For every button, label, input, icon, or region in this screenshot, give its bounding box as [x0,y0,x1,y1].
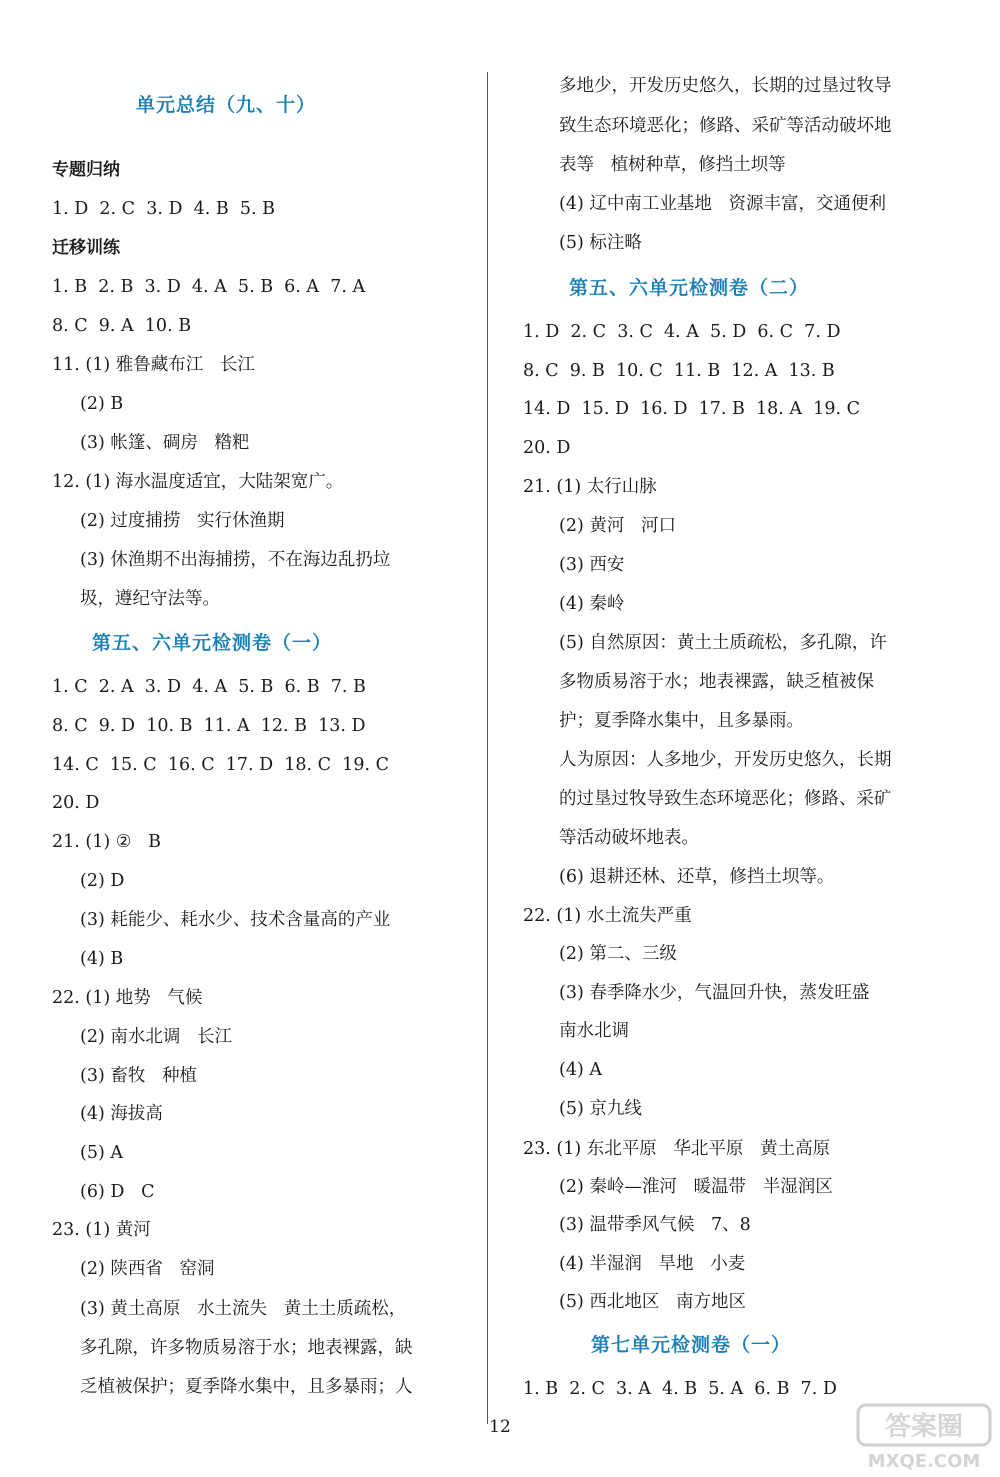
answer-line: 多物质易溶于水；地表裸露，缺乏植被保 [559,672,874,692]
answer-line: 21. (1) ② B [52,832,161,852]
answer-line: 8. C 9. A 10. B [52,316,192,336]
answer-line: (3) 耗能少、耗水少、技术含量高的产业 [80,910,391,930]
answer-line: (4) 秦岭 [559,594,625,614]
subheading-topic-summary: 专题归纳 [52,160,120,180]
watermark-text-top: 答案圈 [884,1412,964,1442]
answer-line: (6) D C [80,1182,155,1202]
watermark-logo [854,1401,994,1473]
answer-line: (2) B [80,394,124,414]
answer-line: (4) B [80,949,124,969]
answer-line: (3) 春季降水少，气温回升快，蒸发旺盛 [559,983,870,1003]
answer-line: 1. B 2. B 3. D 4. A 5. B 6. A 7. A [52,277,366,297]
answer-line: 23. (1) 东北平原 华北平原 黄土高原 [523,1139,831,1159]
answer-line: 1. D 2. C 3. D 4. B 5. B [52,199,275,219]
answer-line: 12. (1) 海水温度适宜，大陆架宽广。 [52,472,344,492]
answer-line: 21. (1) 太行山脉 [523,477,657,497]
section-title-unit-summary: 单元总结（九、十） [136,94,317,116]
page-number: 12 [489,1417,511,1437]
section-title-unit56-test1: 第五、六单元检测卷（一） [92,632,333,654]
answer-line: (4) 海拔高 [80,1104,163,1124]
section-title-unit56-test2: 第五、六单元检测卷（二） [569,277,810,299]
answer-line: (3) 休渔期不出海捕捞，不在海边乱扔垃 [80,550,391,570]
answer-line: 南水北调 [559,1021,629,1041]
answer-line: 乏植被保护；夏季降水集中，且多暴雨；人 [80,1377,413,1397]
answer-line: (5) 自然原因：黄土土质疏松，多孔隙，许 [559,633,887,653]
answer-line: (6) 退耕还林、还草，修挡土坝等。 [559,867,835,887]
answer-line: (5) 西北地区 南方地区 [559,1292,747,1312]
answer-line: 8. C 9. D 10. B 11. A 12. B 13. D [52,716,366,736]
answer-line: 8. C 9. B 10. C 11. B 12. A 13. B [523,361,835,381]
answer-line: 20. D [523,438,571,458]
answer-line: 14. D 15. D 16. D 17. B 18. A 19. C [523,399,860,419]
answer-line: (5) 标注略 [559,233,642,253]
answer-line: 23. (1) 黄河 [52,1220,151,1240]
answer-line: 22. (1) 地势 气候 [52,988,203,1008]
answer-line: (3) 黄土高原 水土流失 黄土土质疏松， [80,1299,407,1319]
watermark-text-bottom: MXQE.COM [867,1451,981,1472]
answer-line: (5) 京九线 [559,1099,642,1119]
answer-line: (4) 辽中南工业基地 资源丰富，交通便利 [559,194,887,214]
answer-line: (2) 秦岭—淮河 暖温带 半湿润区 [559,1177,833,1197]
section-title-unit7-test1: 第七单元检测卷（一） [591,1334,792,1356]
answer-line: (3) 帐篷、碉房 糌粑 [80,433,250,453]
answer-line: 多地少，开发历史悠久，长期的过垦过牧导 [559,76,892,96]
answer-line: 等活动破坏地表。 [559,828,699,848]
answer-line: (2) 第二、三级 [559,944,677,964]
answer-line: (4) 半湿润 旱地 小麦 [559,1254,746,1274]
answer-line: 多孔隙，许多物质易溶于水；地表裸露，缺 [80,1338,413,1358]
answer-line: 1. D 2. C 3. C 4. A 5. D 6. C 7. D [523,322,841,342]
answer-line: (2) 黄河 河口 [559,516,677,536]
subheading-transfer-training: 迁移训练 [52,238,120,258]
answer-line: (5) A [80,1143,123,1163]
answer-line: 护；夏季降水集中，且多暴雨。 [559,711,804,731]
answer-line: 22. (1) 水土流失严重 [523,906,692,926]
answer-line: 表等 植树种草，修挡土坝等 [559,155,786,175]
answer-line: (3) 温带季风气候 7、8 [559,1215,751,1235]
answer-line: 人为原因：人多地少，开发历史悠久，长期 [559,750,892,770]
answer-line: 圾，遵纪守法等。 [80,589,220,609]
answer-line: 1. C 2. A 3. D 4. A 5. B 6. B 7. B [52,677,366,697]
answer-line: (4) A [559,1060,602,1080]
answer-line: (2) 南水北调 长江 [80,1027,233,1047]
answer-line: 14. C 15. C 16. C 17. D 18. C 19. C [52,755,389,775]
answer-line: (2) 陕西省 窑洞 [80,1259,215,1279]
answer-line: 11. (1) 雅鲁藏布江 长江 [52,355,255,375]
answer-line: (2) D [80,871,125,891]
answer-line: (3) 西安 [559,555,625,575]
answer-line: (3) 畜牧 种植 [80,1066,198,1086]
answer-line: (2) 过度捕捞 实行休渔期 [80,511,285,531]
answer-line: 的过垦过牧导致生态环境恶化；修路、采矿 [559,789,892,809]
answer-line: 20. D [52,793,100,813]
answer-line: 致生态环境恶化；修路、采矿等活动破坏地 [559,116,892,136]
column-divider [487,72,488,1424]
answer-line: 1. B 2. C 3. A 4. B 5. A 6. B 7. D [523,1379,837,1399]
